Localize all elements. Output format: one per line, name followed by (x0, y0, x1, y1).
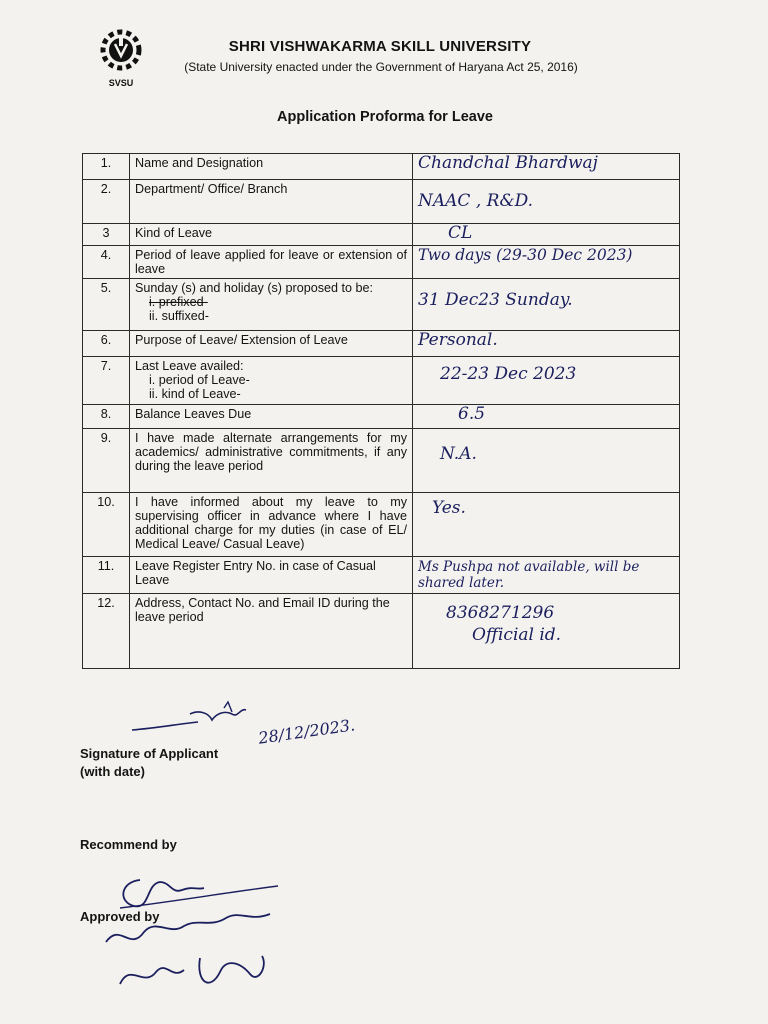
row-number: 12. (83, 594, 130, 669)
approver-signature (100, 862, 300, 1012)
row-value: NAAC , R&D. (413, 180, 680, 224)
university-logo (88, 22, 154, 92)
row-number: 7. (83, 357, 130, 405)
recommend-label: Recommend by (80, 837, 177, 852)
table-row (83, 405, 680, 429)
row-label: Last Leave availed: i. period of Leave- ii. kind of Leave- (130, 357, 413, 405)
row-value: Personal. (413, 331, 680, 357)
university-subtitle: (State University enacted under the Government of Haryana Act 25, 2016) (184, 60, 578, 74)
row-label: Name and Designation (130, 154, 413, 180)
table-row (83, 357, 680, 405)
row-label: Kind of Leave (130, 224, 413, 246)
row-value: 22-23 Dec 2023 (413, 357, 680, 405)
row-label: I have informed about my leave to my supervising officer in advance where I have additional charge for my duties (in case of EL/ Medical Leave/ Casual Leave) (130, 493, 413, 557)
table-row (83, 331, 680, 357)
table-row (83, 594, 680, 669)
table-row (83, 224, 680, 246)
row-value: Yes. (413, 493, 680, 557)
sub-item-kind: ii. kind of Leave- (149, 387, 241, 401)
row-label: Department/ Office/ Branch (130, 180, 413, 224)
leave-form-table (82, 153, 680, 669)
row-number: 1. (83, 154, 130, 180)
table-row (83, 429, 680, 493)
row-value: 31 Dec23 Sunday. (413, 279, 680, 331)
svg-text:SVSU: SVSU (108, 78, 134, 88)
row-number: 5. (83, 279, 130, 331)
row-number: 6. (83, 331, 130, 357)
row-value: Two days (29-30 Dec 2023) (413, 246, 680, 279)
form-title: Application Proforma for Leave (277, 109, 493, 125)
row-value: 6.5 (413, 405, 680, 429)
row-number: 11. (83, 557, 130, 594)
row-number: 3 (83, 224, 130, 246)
sub-item-period: i. period of Leave- (149, 373, 250, 387)
row-label: Address, Contact No. and Email ID during the leave period (130, 594, 413, 669)
table-row (83, 246, 680, 279)
row-label: Purpose of Leave/ Extension of Leave (130, 331, 413, 357)
sub-item-suffixed: ii. suffixed- (149, 309, 209, 323)
row-number: 4. (83, 246, 130, 279)
row-value: Chandchal Bhardwaj (413, 154, 680, 180)
table-row (83, 493, 680, 557)
row-label: Sunday (s) and holiday (s) proposed to be: i. prefixed- ii. suffixed- (130, 279, 413, 331)
table-row (83, 154, 680, 180)
row-label: I have made alternate arrangements for my academics/ administrative commitments, if any during the leave period (130, 429, 413, 493)
signature-label: Signature of Applicant (with date) (80, 746, 219, 779)
row-label: Leave Register Entry No. in case of Casual Leave (130, 557, 413, 594)
table-row (83, 180, 680, 224)
row-number: 2. (83, 180, 130, 224)
contact-number: 8368271296 (446, 603, 555, 623)
row-value: Ms Pushpa not available, will be shared later. (413, 557, 680, 594)
approved-label: Approved by (80, 909, 160, 924)
row-label: Period of leave applied for leave or extension of leave (130, 246, 413, 279)
row-value: CL (413, 224, 680, 246)
row-number: 9. (83, 429, 130, 493)
row-number: 10. (83, 493, 130, 557)
email-note: Official id. (472, 625, 562, 645)
table-row (83, 557, 680, 594)
university-name: SHRI VISHWAKARMA SKILL UNIVERSITY (228, 38, 532, 55)
signature-date: 28/12/2023. (257, 715, 357, 748)
applicant-signature-mark (128, 700, 268, 745)
row-label: Balance Leaves Due (130, 405, 413, 429)
row-value (413, 594, 680, 669)
table-row (83, 279, 680, 331)
row-value: N.A. (413, 429, 680, 493)
row-number: 8. (83, 405, 130, 429)
sub-item-prefixed: i. prefixed- (149, 295, 208, 309)
